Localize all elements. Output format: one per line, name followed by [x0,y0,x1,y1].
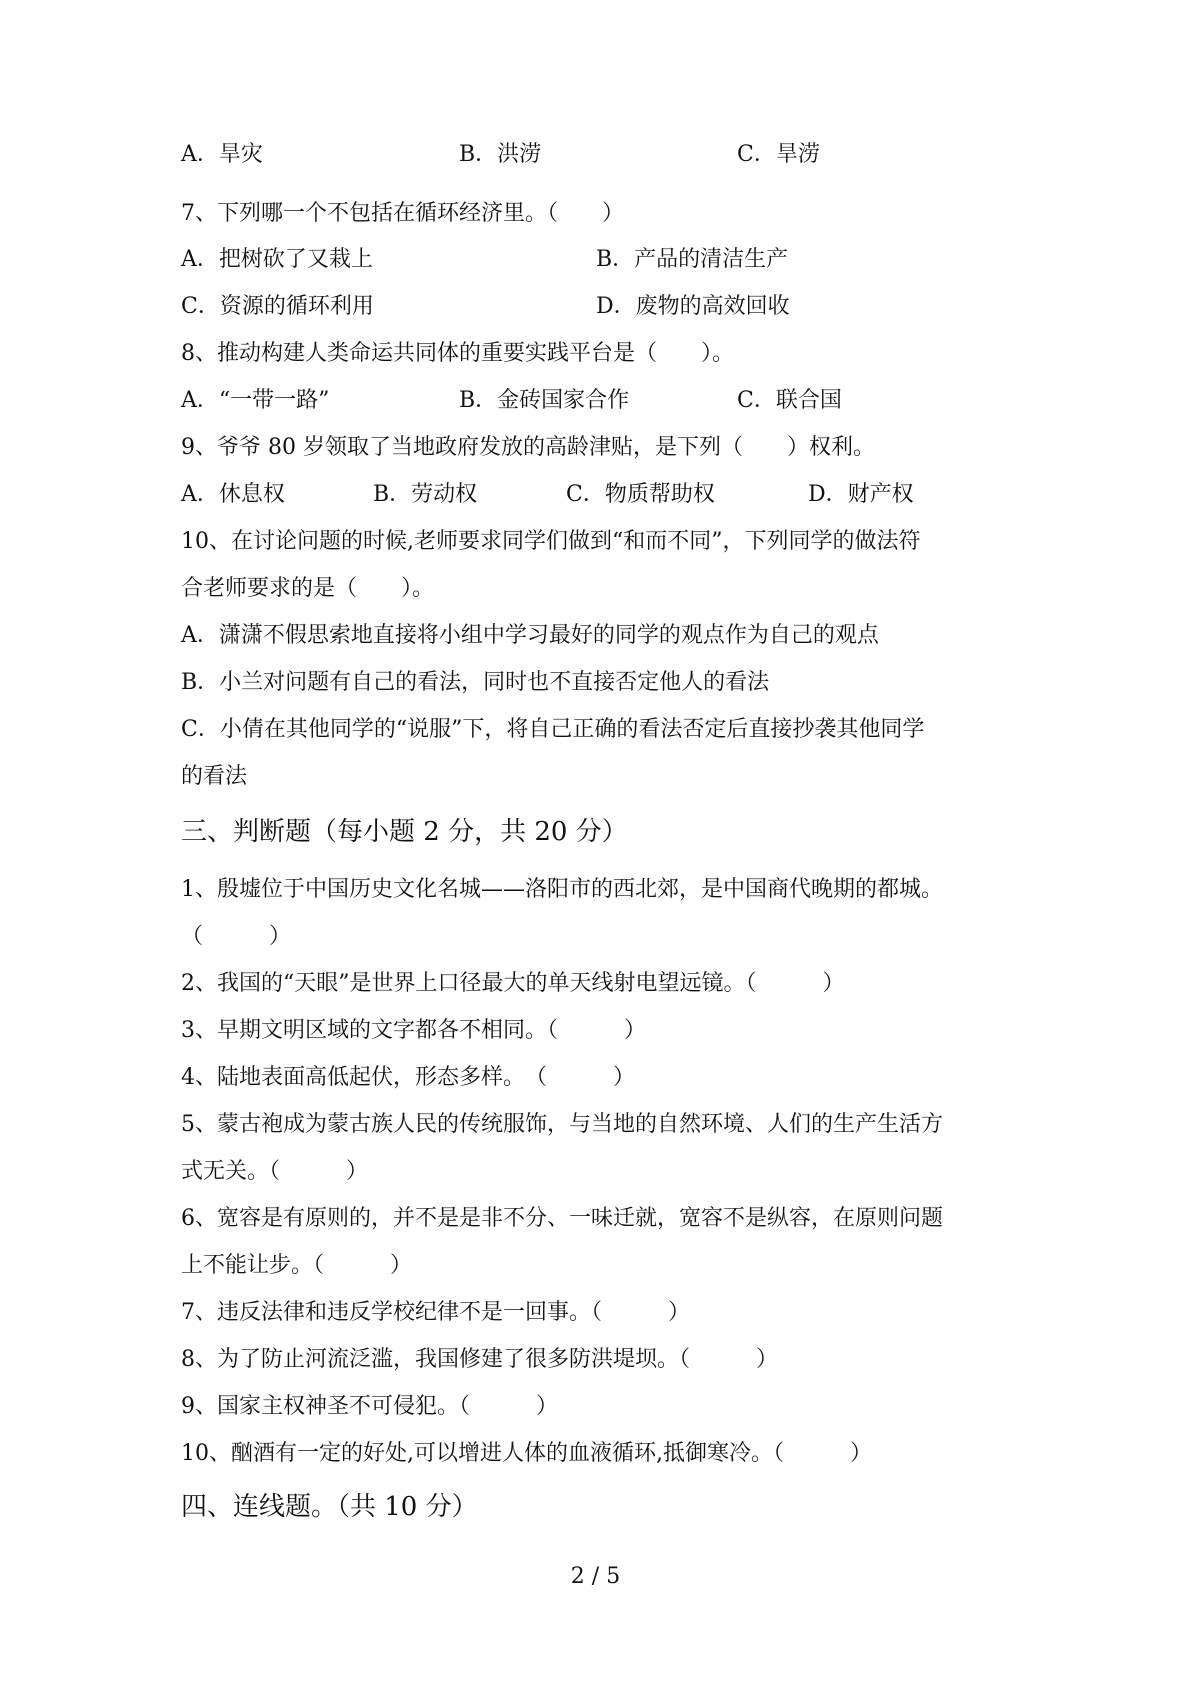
q6-option-b: B．洪涝 [459,142,542,167]
page-number: 2 / 5 [570,1564,621,1589]
tf-q9: 9、国家主权神圣不可侵犯。（ ） [181,1394,558,1419]
q6-option-a: A．旱灾 [181,142,263,167]
section-4-title: 四、连线题。（共 10 分） [181,1492,478,1522]
section-3-title: 三、判断题（每小题 2 分，共 20 分） [181,817,628,847]
q9-option-b: B．劳动权 [373,482,478,507]
tf-q10: 10、酗酒有一定的好处,可以增进人体的血液循环,抵御寒冷。（ ） [181,1441,872,1466]
question-9: 9、爷爷 80 岁领取了当地政府发放的高龄津贴，是下列（ ）权利。 [181,435,875,460]
q7-option-d: D．废物的高效回收 [596,294,790,319]
q9-option-d: D．财产权 [808,482,914,507]
tf-q5-line-2: 式无关。（ ） [181,1159,369,1184]
question-10-line-2: 合老师要求的是（ ）。 [181,576,435,601]
q10-option-c-cont: 的看法 [181,764,248,789]
q7-option-b: B．产品的清洁生产 [596,247,789,272]
tf-q1: 1、殷墟位于中国历史文化名城——洛阳市的西北郊，是中国商代晚期的都城。 [181,877,943,902]
q7-option-c: C．资源的循环利用 [181,294,374,319]
tf-q3: 3、早期文明区域的文字都各不相同。（ ） [181,1018,646,1043]
q6-option-c: C．旱涝 [737,142,820,167]
tf-q1-blank: （ ） [181,924,292,949]
tf-q4: 4、陆地表面高低起伏，形态多样。 （ ） [181,1065,635,1090]
q7-option-a: A．把树砍了又栽上 [181,247,373,272]
q9-option-a: A．休息权 [181,482,285,507]
question-8: 8、推动构建人类命运共同体的重要实践平台是（ ）。 [181,341,734,366]
tf-q5-line-1: 5、蒙古袍成为蒙古族人民的传统服饰，与当地的自然环境、人们的生产生活方 [181,1112,943,1137]
tf-q2: 2、我国的“天眼”是世界上口径最大的单天线射电望远镜。（ ） [181,971,845,996]
q10-option-a: A．潇潇不假思索地直接将小组中学习最好的同学的观点作为自己的观点 [181,623,879,648]
q8-option-c: C．联合国 [737,388,842,413]
q10-option-c: C．小倩在其他同学的“说服”下，将自己正确的看法否定后直接抄袭其他同学 [181,717,925,742]
q8-option-b: B．金砖国家合作 [459,388,630,413]
tf-q8: 8、为了防止河流泛滥，我国修建了很多防洪堤坝。（ ） [181,1347,778,1372]
tf-q6-line-1: 6、宽容是有原则的，并不是是非不分、一味迁就，宽容不是纵容，在原则问题 [181,1206,943,1231]
question-7: 7、下列哪一个不包括在循环经济里。（ ） [181,201,624,226]
question-10-line-1: 10、在讨论问题的时候,老师要求同学们做到“和而不同”，下列同学的做法符 [181,529,921,554]
q8-option-a: A．“一带一路” [181,388,330,413]
tf-q7: 7、违反法律和违反学校纪律不是一回事。（ ） [181,1300,690,1325]
tf-q6-line-2: 上不能让步。（ ） [181,1253,413,1278]
q10-option-b: B．小兰对问题有自己的看法，同时也不直接否定他人的看法 [181,670,770,695]
q9-option-c: C．物质帮助权 [566,482,715,507]
